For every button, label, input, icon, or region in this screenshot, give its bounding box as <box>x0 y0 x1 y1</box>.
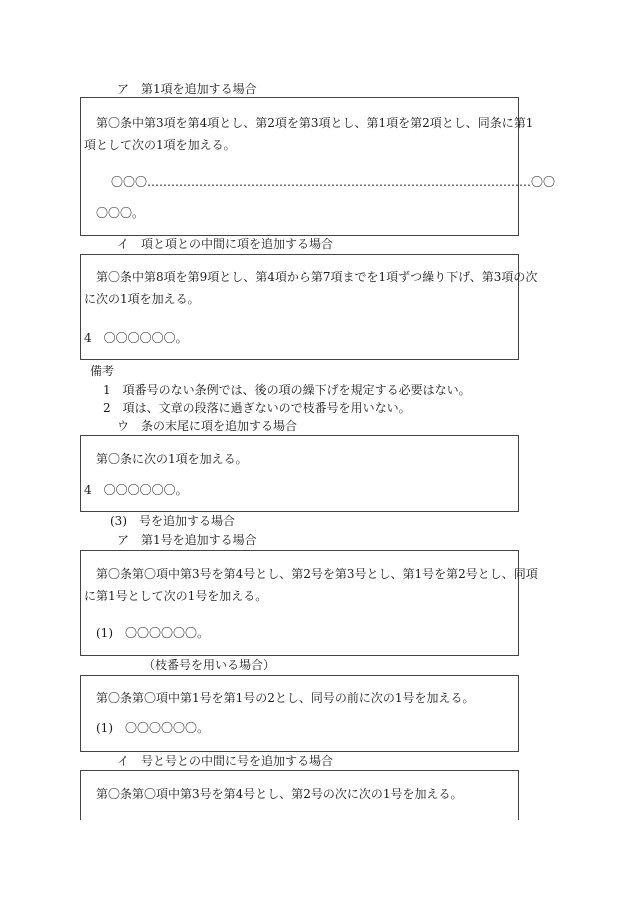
box-u-text-line1: 第〇条に次の1項を加える。 <box>96 452 248 466</box>
box-a-text-line2: 項として次の1項を加える。 <box>84 138 236 152</box>
notes-title: 備考 <box>90 364 115 378</box>
box-branch-item: (1) 〇〇〇〇〇〇。 <box>96 721 209 735</box>
box-a-item-line2: 〇〇〇。 <box>96 206 145 220</box>
box-3a-text-line2: に第1号として次の1号を加える。 <box>84 589 268 603</box>
box-a-item-line1: 〇〇〇……………………………………………………………………………………〇〇 <box>111 175 556 189</box>
heading-i-insert-paragraph: イ 項と項との中間に項を追加する場合 <box>117 237 334 251</box>
box-branch-text-line1: 第〇条第〇項中第1号を第1号の2とし、同号の前に次の1号を加える。 <box>96 691 475 705</box>
box-i-item: 4 〇〇〇〇〇〇。 <box>84 331 188 345</box>
example-box-3a <box>80 550 519 656</box>
box-3a-text-line1: 第〇条第〇項中第3号を第4号とし、第2号を第3号とし、第1号を第2号とし、同項 <box>96 567 538 581</box>
box-u-item: 4 〇〇〇〇〇〇。 <box>84 483 188 497</box>
heading-a-add-first-paragraph: ア 第1項を追加する場合 <box>117 82 257 96</box>
example-box-branch <box>80 675 519 752</box>
note-1: 1 項番号のない条例では、後の項の繰下げを規定する必要はない。 <box>103 383 471 397</box>
heading-3-add-item: (3) 号を追加する場合 <box>110 514 235 528</box>
heading-u-append-paragraph: ウ 条の末尾に項を追加する場合 <box>117 419 298 433</box>
heading-3a-add-first-item: ア 第1号を追加する場合 <box>117 533 257 547</box>
box-i-text-line2: に次の1項を加える。 <box>84 292 200 306</box>
note-2: 2 項は、文章の段落に過ぎないので枝番号を用いない。 <box>103 401 411 415</box>
heading-3i-insert-item: イ 号と号との中間に号を追加する場合 <box>117 754 334 768</box>
box-3i-text-line1: 第〇条第〇項中第3号を第4号とし、第2号の次に次の1号を加える。 <box>96 787 463 801</box>
heading-branch-number: （枝番号を用いる場合） <box>143 658 276 672</box>
box-3a-item: (1) 〇〇〇〇〇〇。 <box>96 626 209 640</box>
box-a-text-line1: 第〇条中第3項を第4項とし、第2項を第3項とし、第1項を第2項とし、同条に第1 <box>96 116 534 130</box>
example-box-u <box>80 435 519 512</box>
box-i-text-line1: 第〇条中第8項を第9項とし、第4項から第7項までを1項ずつ繰り下げ、第3項の次 <box>96 270 538 284</box>
